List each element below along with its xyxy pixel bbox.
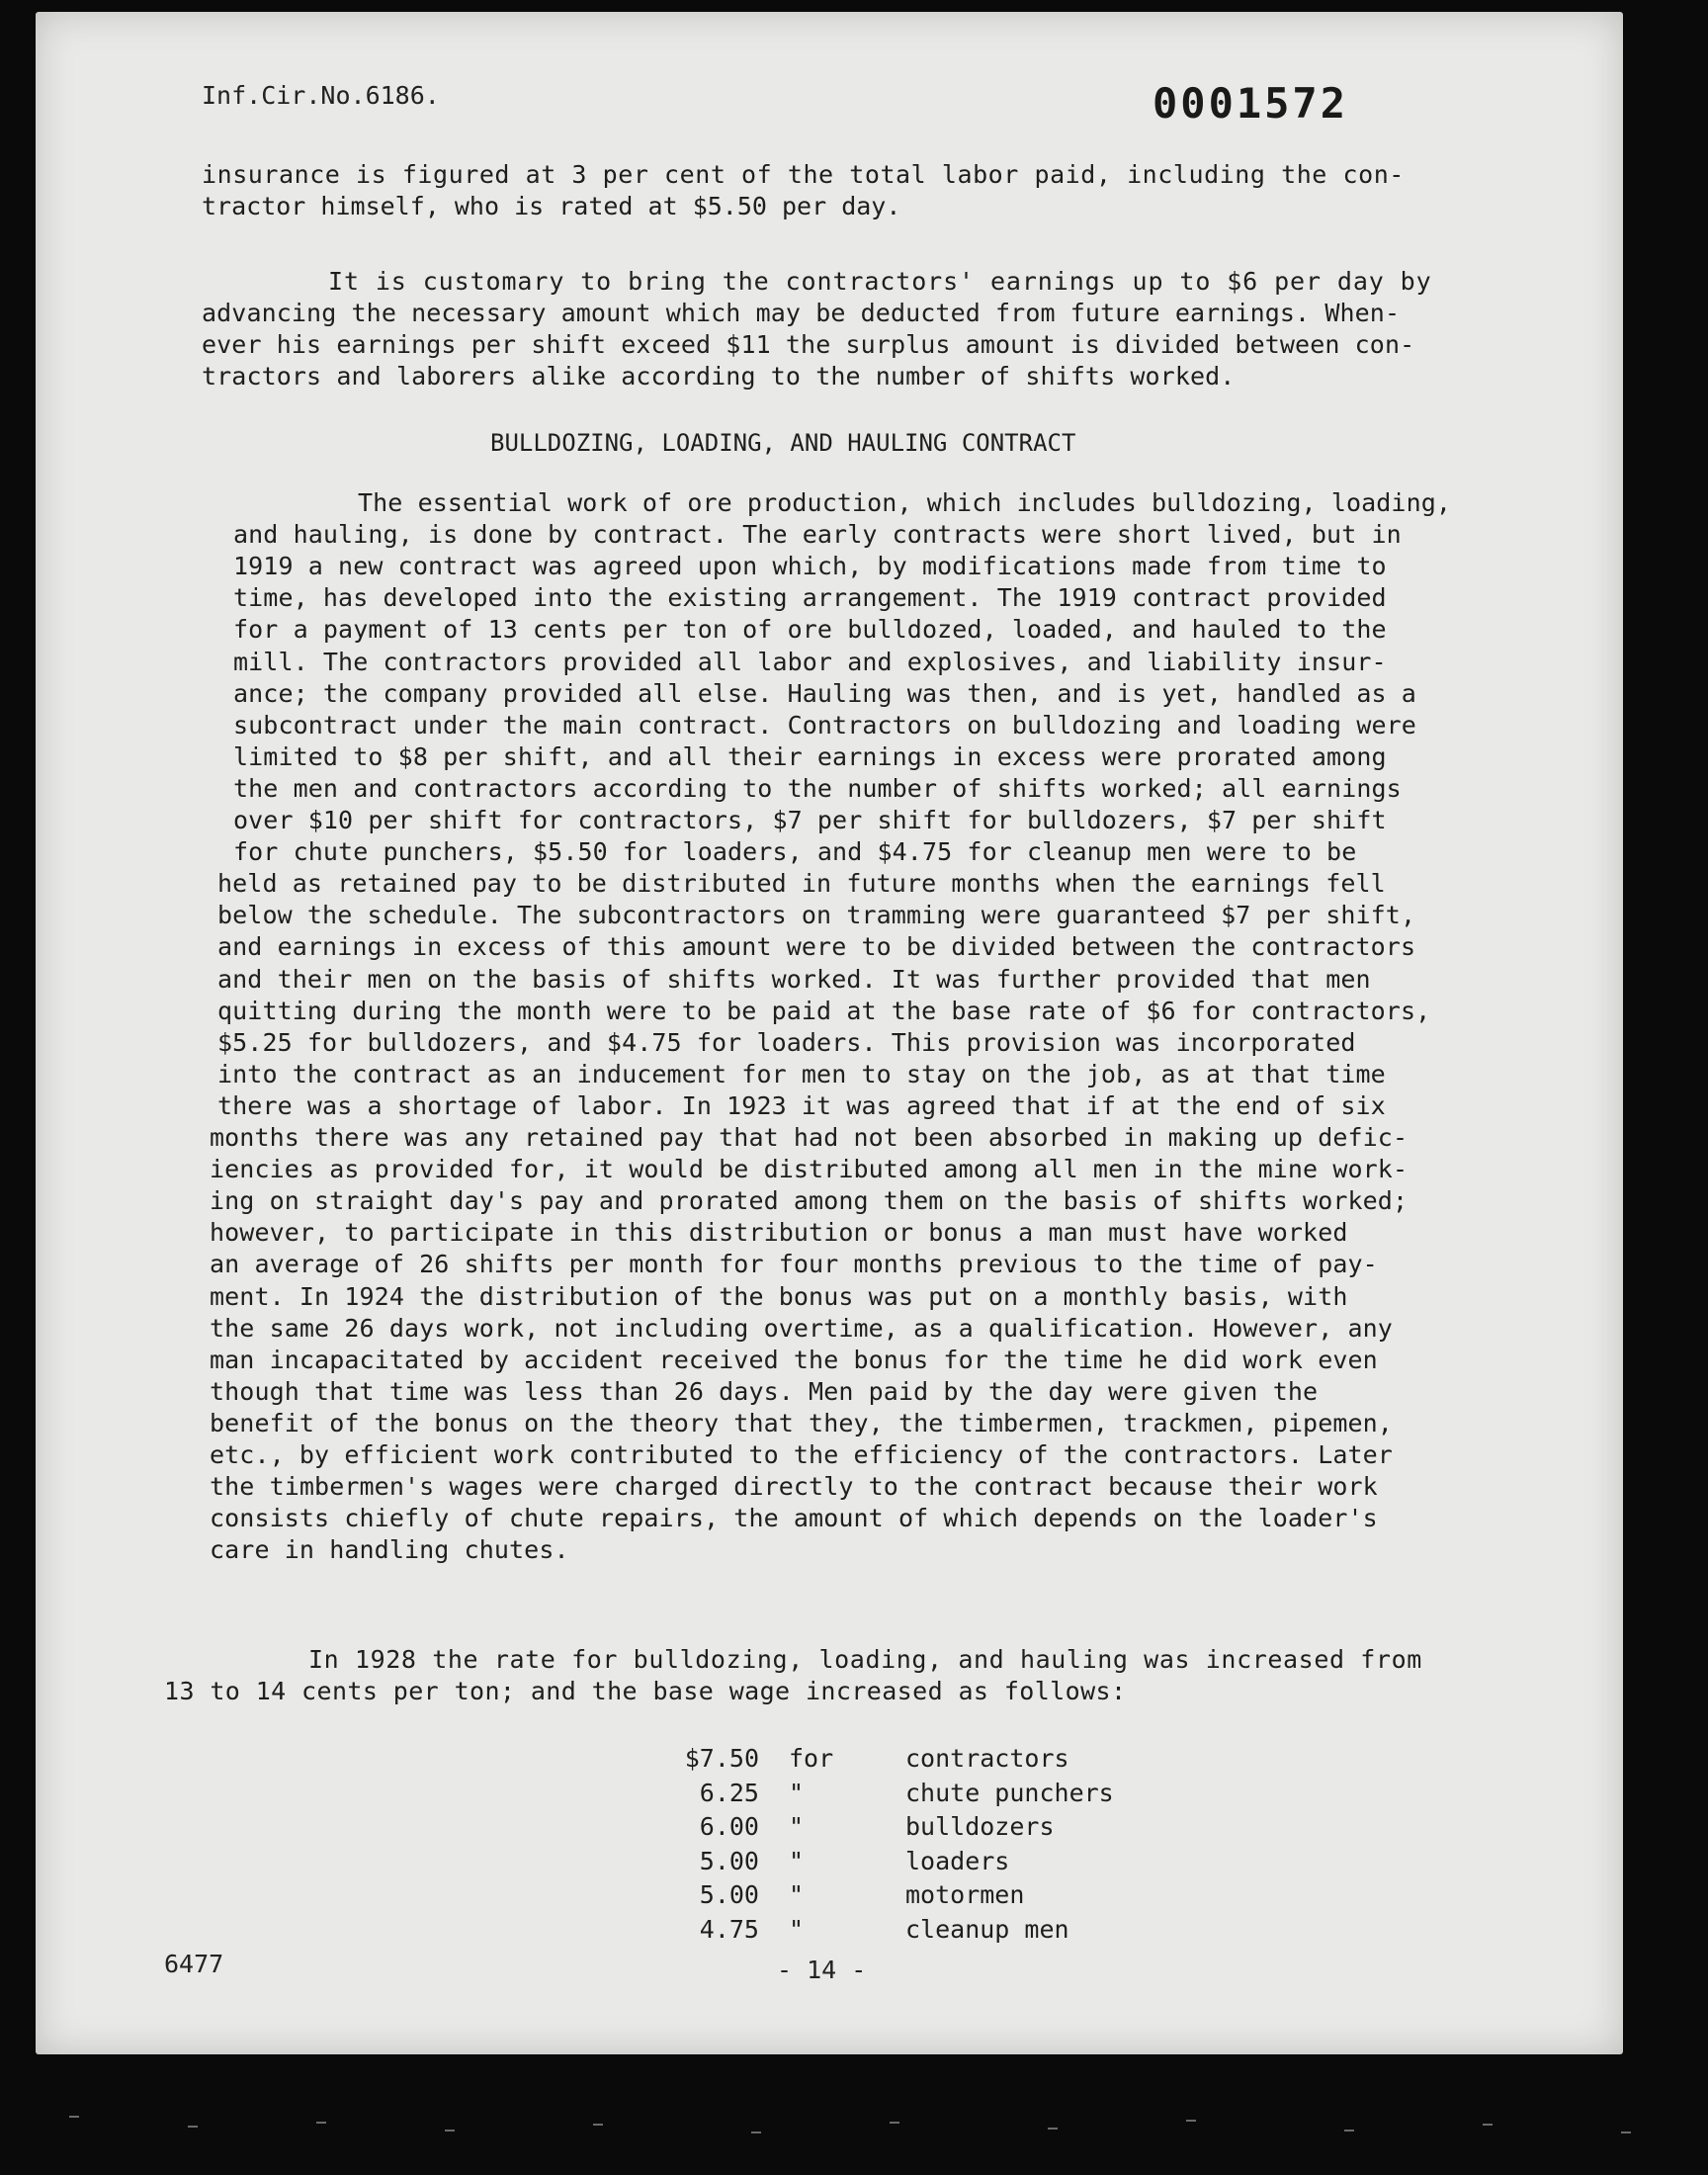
text-line: held as retained pay to be distributed in future months when the earnings fell (217, 869, 1386, 899)
section-heading: BULLDOZING, LOADING, AND HAULING CONTRACT (490, 429, 1076, 457)
rate-for: " (789, 1880, 805, 1909)
rate-amount: $7.50 (684, 1744, 759, 1773)
text-line: 1919 a new contract was agreed upon which, by modifications made from time to (233, 552, 1387, 581)
rate-for: " (789, 1846, 805, 1875)
text-line: man incapacitated by accident received the bonus for the time he did work even (210, 1345, 1378, 1374)
text-line: time, has developed into the existing arrangement. The 1919 contract provided (233, 583, 1387, 613)
rate-worker-type: bulldozers (905, 1812, 1055, 1841)
text-line: iencies as provided for, it would be distributed among all men in the mine work- (210, 1155, 1409, 1184)
text-line: the timbermen's wages were charged directly to the contract because their work (210, 1472, 1378, 1502)
rate-amount: 6.00 (699, 1812, 759, 1841)
text-line: months there was any retained pay that had not been absorbed in making up defic- (210, 1123, 1409, 1152)
text-line: tractor himself, who is rated at $5.50 per day. (202, 192, 901, 220)
text-line: and hauling, is done by contract. The early contracts were short lived, but in (233, 520, 1402, 550)
text-line: subcontract under the main contract. Contractors on bulldozing and loading were (233, 710, 1416, 740)
text-line: and their men on the basis of shifts worked. It was further provided that men (217, 964, 1371, 994)
document-number: 6477 (164, 1950, 224, 1978)
text-line: the same 26 days work, not including overtime, as a qualification. However, any (210, 1313, 1393, 1343)
text-line: care in handling chutes. (210, 1535, 569, 1565)
rate-for: " (789, 1914, 805, 1944)
circular-number: Inf.Cir.No.6186. (202, 81, 440, 110)
text-line: benefit of the bonus on the theory that they, the timbermen, trackmen, pipemen, (210, 1408, 1393, 1437)
text-line: into the contract as an inducement for men to stay on the job, as at that time (217, 1059, 1386, 1088)
text-line: quitting during the month were to be paid at the base rate of $6 for contractors, (217, 996, 1431, 1025)
rate-amount: 5.00 (699, 1880, 759, 1909)
rate-amount: 6.25 (699, 1778, 759, 1807)
scan-border-noise (0, 2086, 1708, 2175)
text-line: the men and contractors according to the number of shifts worked; all earnings (233, 773, 1402, 803)
text-line: mill. The contractors provided all labor and explosives, and liability insur- (233, 647, 1387, 676)
text-line: In 1928 the rate for bulldozing, loading, and hauling was increased from (308, 1645, 1422, 1674)
text-line: over $10 per shift for contractors, $7 per shift for bulldozers, $7 per shift (233, 806, 1387, 834)
text-line: and earnings in excess of this amount were to be divided between the contractors (217, 932, 1416, 962)
text-line: ment. In 1924 the distribution of the bonus was put on a monthly basis, with (210, 1281, 1348, 1311)
text-line: consists chiefly of chute repairs, the amount of which depends on the loader's (210, 1504, 1378, 1533)
text-line: It is customary to bring the contractors' earnings up to $6 per day by (328, 267, 1432, 296)
text-line: ance; the company provided all else. Hauling was then, and is yet, handled as a (233, 678, 1416, 708)
text-line: ing on straight day's pay and prorated among them on the basis of shifts worked; (210, 1186, 1409, 1216)
text-line: $5.25 for bulldozers, and $4.75 for loaders. This provision was incorporated (217, 1027, 1356, 1057)
rate-amount: 4.75 (699, 1914, 759, 1944)
text-line: for chute punchers, $5.50 for loaders, and $4.75 for cleanup men were to be (233, 837, 1357, 867)
rate-worker-type: contractors (905, 1744, 1069, 1773)
text-line: limited to $8 per shift, and all their earnings in excess were prorated among (233, 741, 1387, 771)
text-line: advancing the necessary amount which may be deducted from future earnings. When- (202, 299, 1401, 327)
text-line: below the schedule. The subcontractors on tramming were guaranteed $7 per shift, (217, 901, 1416, 930)
rate-for: for (789, 1744, 834, 1773)
document-page (36, 12, 1623, 2054)
text-line: etc., by efficient work contributed to the efficiency of the contractors. Later (210, 1440, 1393, 1469)
rate-amount: 5.00 (699, 1846, 759, 1875)
text-line: there was a shortage of labor. In 1923 it was agreed that if at the end of six (217, 1090, 1386, 1120)
text-line: tractors and laborers alike according to the number of shifts worked. (202, 362, 1236, 391)
document-stamp-number: 0001572 (1153, 79, 1349, 128)
text-line: an average of 26 shifts per month for four months previous to the time of pay- (210, 1250, 1378, 1279)
rate-worker-type: chute punchers (905, 1778, 1114, 1807)
text-line: though that time was less than 26 days. Men paid by the day were given the (210, 1376, 1319, 1406)
text-line: insurance is figured at 3 per cent of the total labor paid, including the con- (202, 160, 1405, 189)
rate-worker-type: loaders (905, 1846, 1010, 1875)
page-number: - 14 - (777, 1956, 867, 1984)
rate-worker-type: cleanup men (905, 1914, 1069, 1944)
rate-for: " (789, 1778, 805, 1807)
text-line: however, to participate in this distribution or bonus a man must have worked (210, 1218, 1348, 1248)
text-line: The essential work of ore production, which includes bulldozing, loading, (358, 488, 1452, 517)
text-line: 13 to 14 cents per ton; and the base wage increased as follows: (164, 1677, 1127, 1705)
text-line: for a payment of 13 cents per ton of ore bulldozed, loaded, and hauled to the (233, 615, 1387, 645)
rate-for: " (789, 1812, 805, 1841)
rate-worker-type: motormen (905, 1880, 1025, 1909)
text-line: ever his earnings per shift exceed $11 the surplus amount is divided between con- (202, 330, 1415, 359)
